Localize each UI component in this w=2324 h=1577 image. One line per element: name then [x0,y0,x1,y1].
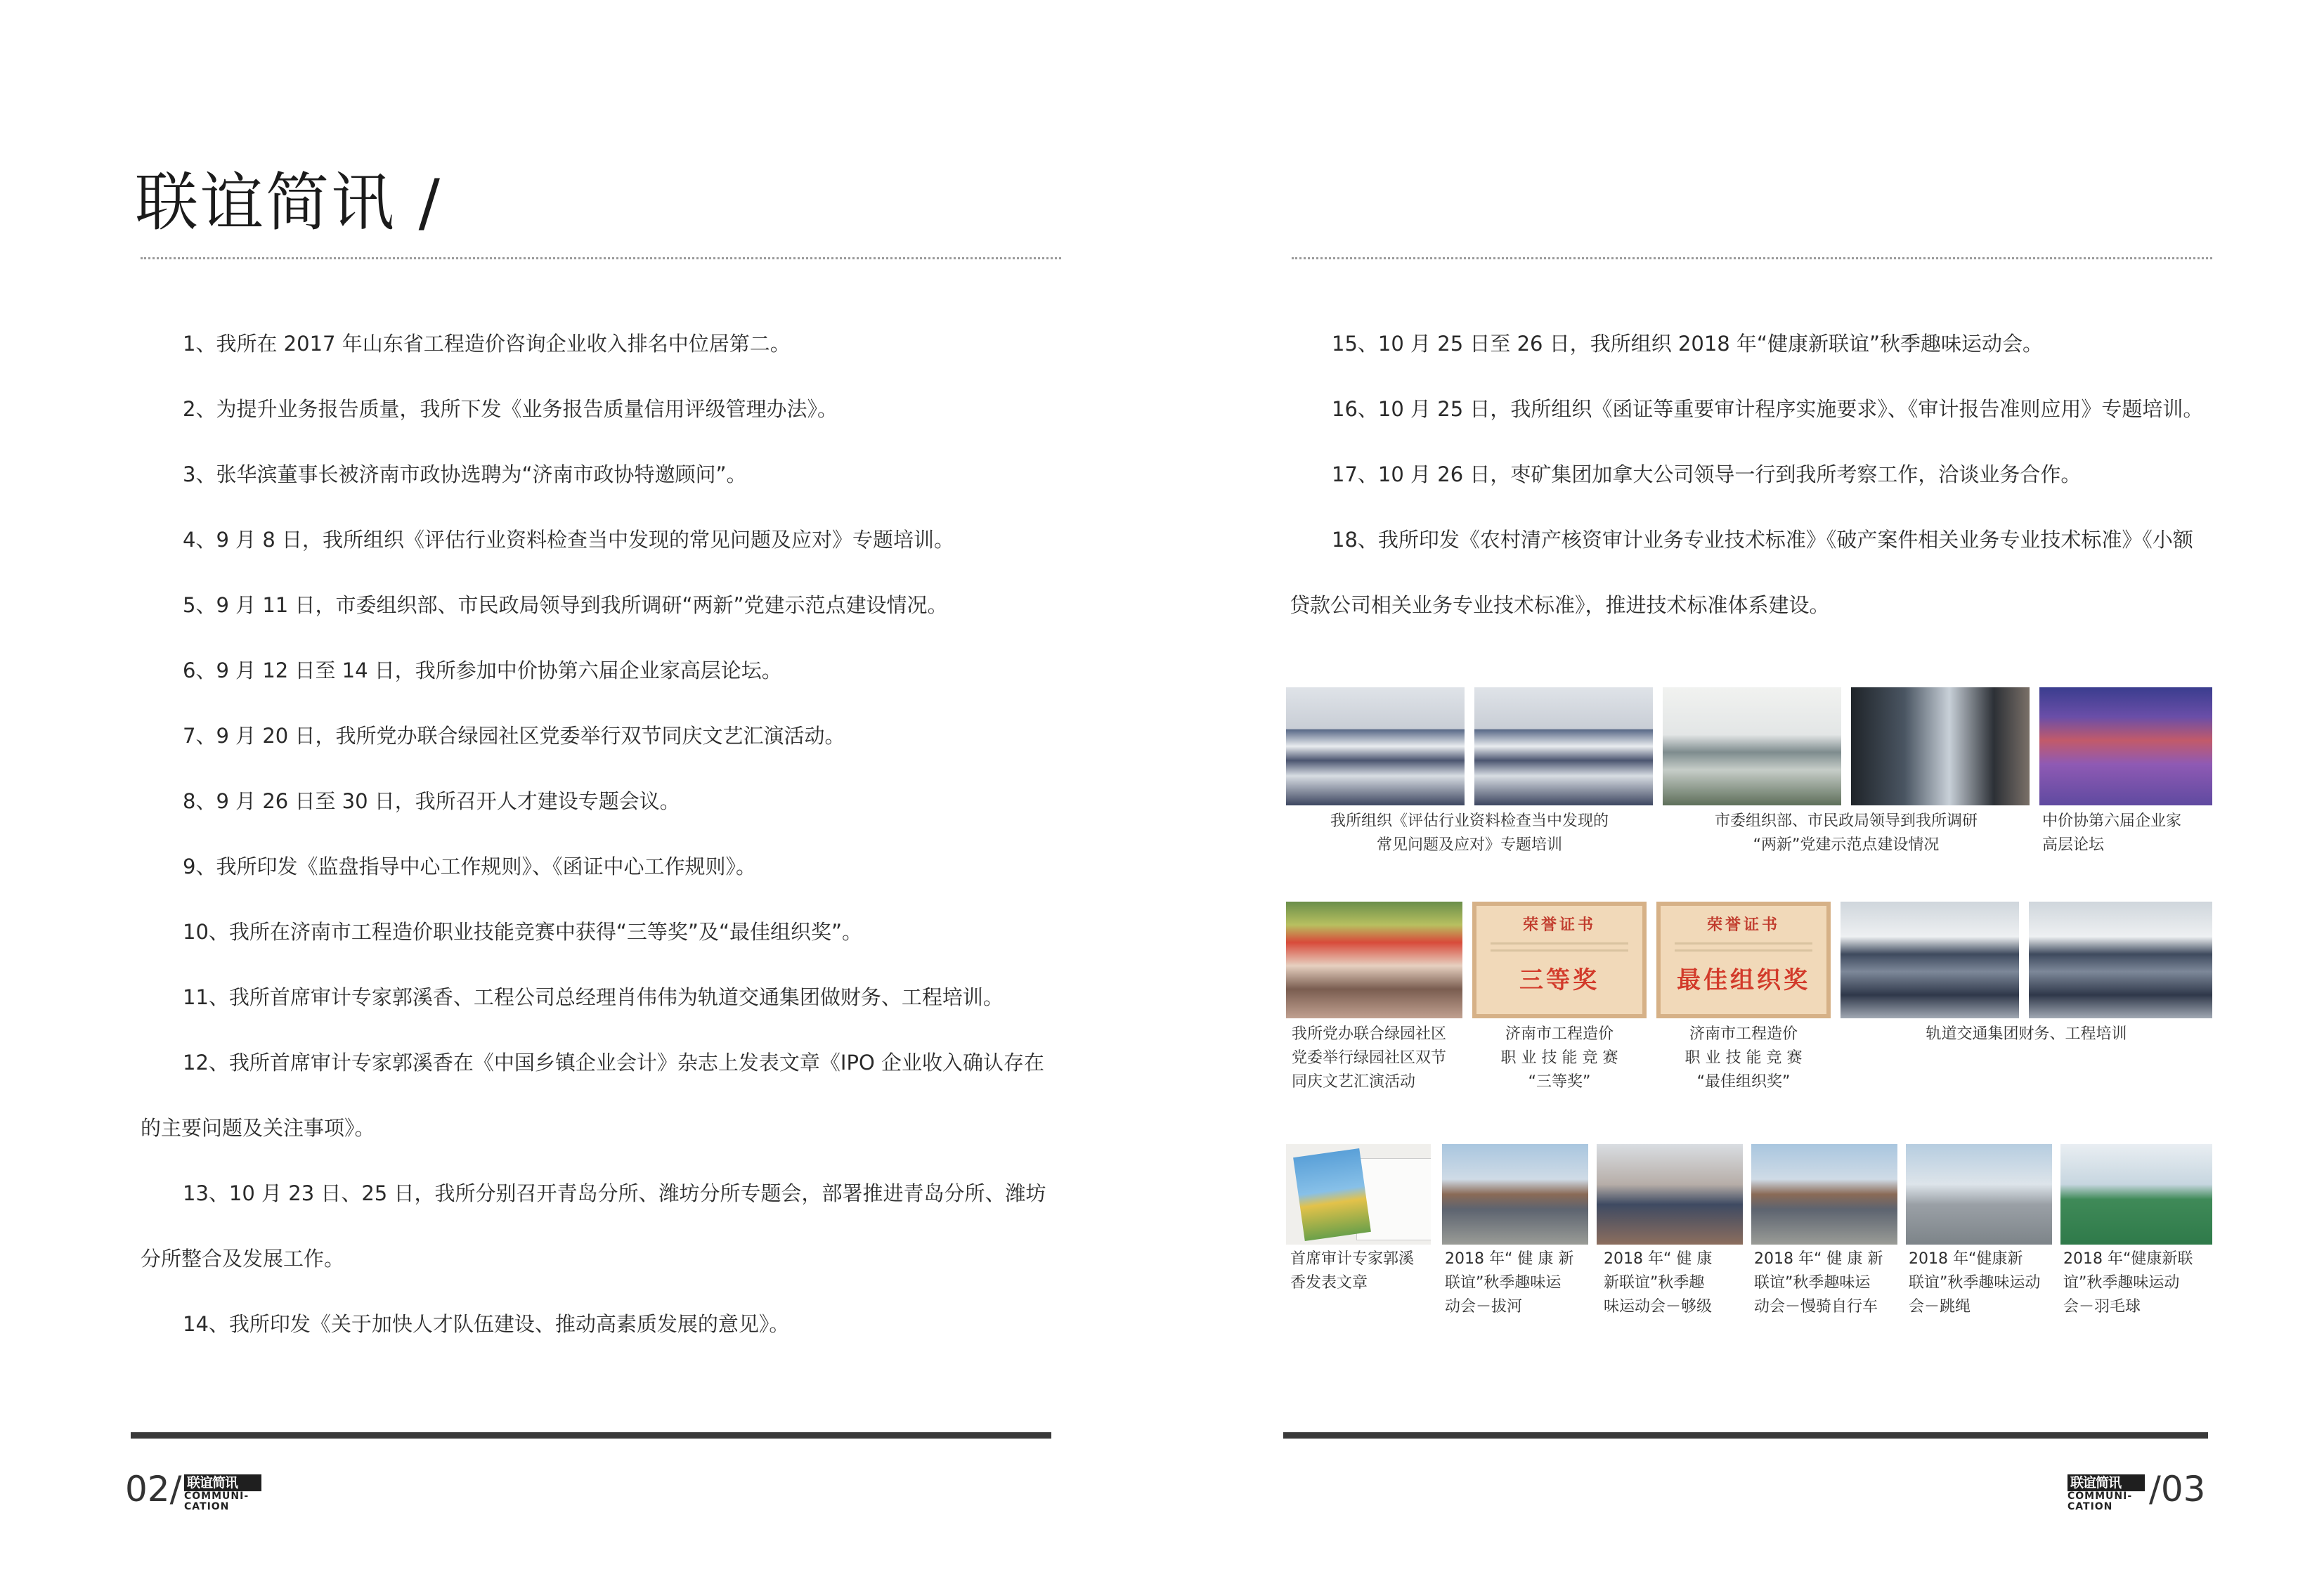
left-footer-rule [131,1432,1051,1439]
news-item: 10、我所在济南市工程造价职业技能竞赛中获得“三等奖”及“最佳组织奖”。 [183,920,862,944]
page-title: 联谊简讯 / [135,166,442,240]
page-number-left: 02/ [125,1469,182,1510]
photo-caption: 2018 年“ 健 康 新 联谊”秋季趣味运 动会－慢骑自行车 [1754,1250,1883,1316]
news-item: 3、张华滨董事长被济南市政协选聘为“济南市政协特邀顾问”。 [183,462,747,486]
photo-caption: 我所组织《评估行业资料检查当中发现的 常见问题及应对》专题培训 [1330,812,1609,854]
news-item: 1、我所在 2017 年山东省工程造价咨询企业收入排名中位居第二。 [183,332,791,356]
photo-forum [2039,687,2212,805]
left-news-column [141,311,1061,1357]
news-item: 4、9 月 8 日，我所组织《评估行业资料检查当中发现的常见问题及应对》专题培训。 [183,528,955,552]
brand-logo-right: 联谊简讯 COMMUNI- CATION [2067,1474,2145,1512]
news-item: 12、我所首席审计专家郭溪香在《中国乡镇企业会计》杂志上发表文章《IPO 企业收入确认存在的主要问题及关注事项》。 [141,1051,1044,1140]
photo-caption: 我所党办联合绿园社区 党委举行绿园社区双节 同庆文艺汇演活动 [1292,1025,1447,1091]
photo-caption: 2018 年“健康新 联谊”秋季趣味运动 会－跳绳 [1909,1250,2041,1316]
news-item: 13、10 月 23 日、25 日，我所分别召开青岛分所、潍坊分所专题会，部署推进青岛分所、潍坊分所整合及发展工作。 [141,1181,1046,1271]
photo-caption: 市委组织部、市民政局领导到我所调研 “两新”党建示范点建设情况 [1714,812,1978,854]
news-item: 8、9 月 26 日至 30 日，我所召开人才建设专题会议。 [183,789,680,813]
right-divider [1292,257,2212,259]
news-item: 2、为提升业务报告质量，我所下发《业务报告质量信用评级管理办法》。 [183,397,838,421]
news-item: 7、9 月 20 日，我所党办联合绿园社区党委举行双节同庆文艺汇演活动。 [183,724,845,748]
news-item: 17、10 月 26 日，枣矿集团加拿大公司领导一行到我所考察工作，洽谈业务合作。 [1332,462,2082,486]
photo-leaders-visit [1851,687,2030,805]
certificate-third-prize: 荣誉证书 三等奖 [1472,902,1647,1018]
left-divider [141,257,1061,259]
right-footer-rule [1283,1432,2208,1439]
photo-magazine-article [1286,1144,1431,1245]
photo-community-performance [1286,902,1462,1018]
certificate-best-organization: 荣誉证书 最佳组织奖 [1656,902,1831,1018]
news-item: 16、10 月 25 日，我所组织《函证等重要审计程序实施要求》、《审计报告准则应用》专题培训。 [1332,397,2204,421]
photo-caption: 2018 年“ 健 康 新联谊”秋季趣 味运动会－够级 [1604,1250,1713,1316]
photo-badminton [2060,1144,2212,1245]
photo-railway-training-2 [2029,902,2212,1018]
news-item: 5、9 月 11 日，市委组织部、市民政局领导到我所调研“两新”党建示范点建设情况。 [183,593,948,617]
photo-training-session-2 [1474,687,1653,805]
photo-slow-cycling [1751,1144,1897,1245]
page-number-right: /03 [2149,1469,2206,1510]
photo-caption: 轨道交通集团财务、工程培训 [1926,1025,2127,1043]
photo-caption: 2018 年“健康新联 谊”秋季趣味运动 会－羽毛球 [2063,1250,2193,1316]
news-item: 6、9 月 12 日至 14 日，我所参加中价协第六届企业家高层论坛。 [183,658,782,682]
photo-office-visit [1663,687,1841,805]
photo-caption: 济南市工程造价 职 业 技 能 竞 赛 “三等奖” [1500,1025,1618,1091]
photo-tug-of-war [1442,1144,1588,1245]
brand-logo-left: 联谊简讯 COMMUNI- CATION [184,1474,261,1512]
photo-railway-training [1841,902,2019,1018]
photo-training-session [1286,687,1465,805]
photo-caption: 首席审计专家郭溪 香发表文章 [1290,1250,1415,1292]
photo-caption: 2018 年“ 健 康 新 联谊”秋季趣味运 动会－拔河 [1445,1250,1574,1316]
news-item: 11、我所首席审计专家郭溪香、工程公司总经理肖伟伟为轨道交通集团做财务、工程培训。 [183,985,1004,1009]
photo-card-game [1597,1144,1743,1245]
news-item: 9、我所印发《监盘指导中心工作规则》、《函证中心工作规则》。 [183,855,756,878]
photo-caption: 济南市工程造价 职 业 技 能 竞 赛 “最佳组织奖” [1684,1025,1803,1091]
photo-caption: 中价协第六届企业家 高层论坛 [2042,812,2182,854]
right-news-column [1290,311,2212,638]
news-item: 18、我所印发《农村清产核资审计业务专业技术标准》《破产案件相关业务专业技术标准》《小额贷款公司相关业务专业技术标准》，推进技术标准体系建设。 [1290,528,2193,617]
news-item: 15、10 月 25 日至 26 日，我所组织 2018 年“健康新联谊”秋季趣味运动会。 [1332,332,2043,356]
news-item: 14、我所印发《关于加快人才队伍建设、推动高素质发展的意见》。 [183,1312,790,1336]
photo-jump-rope [1906,1144,2052,1245]
